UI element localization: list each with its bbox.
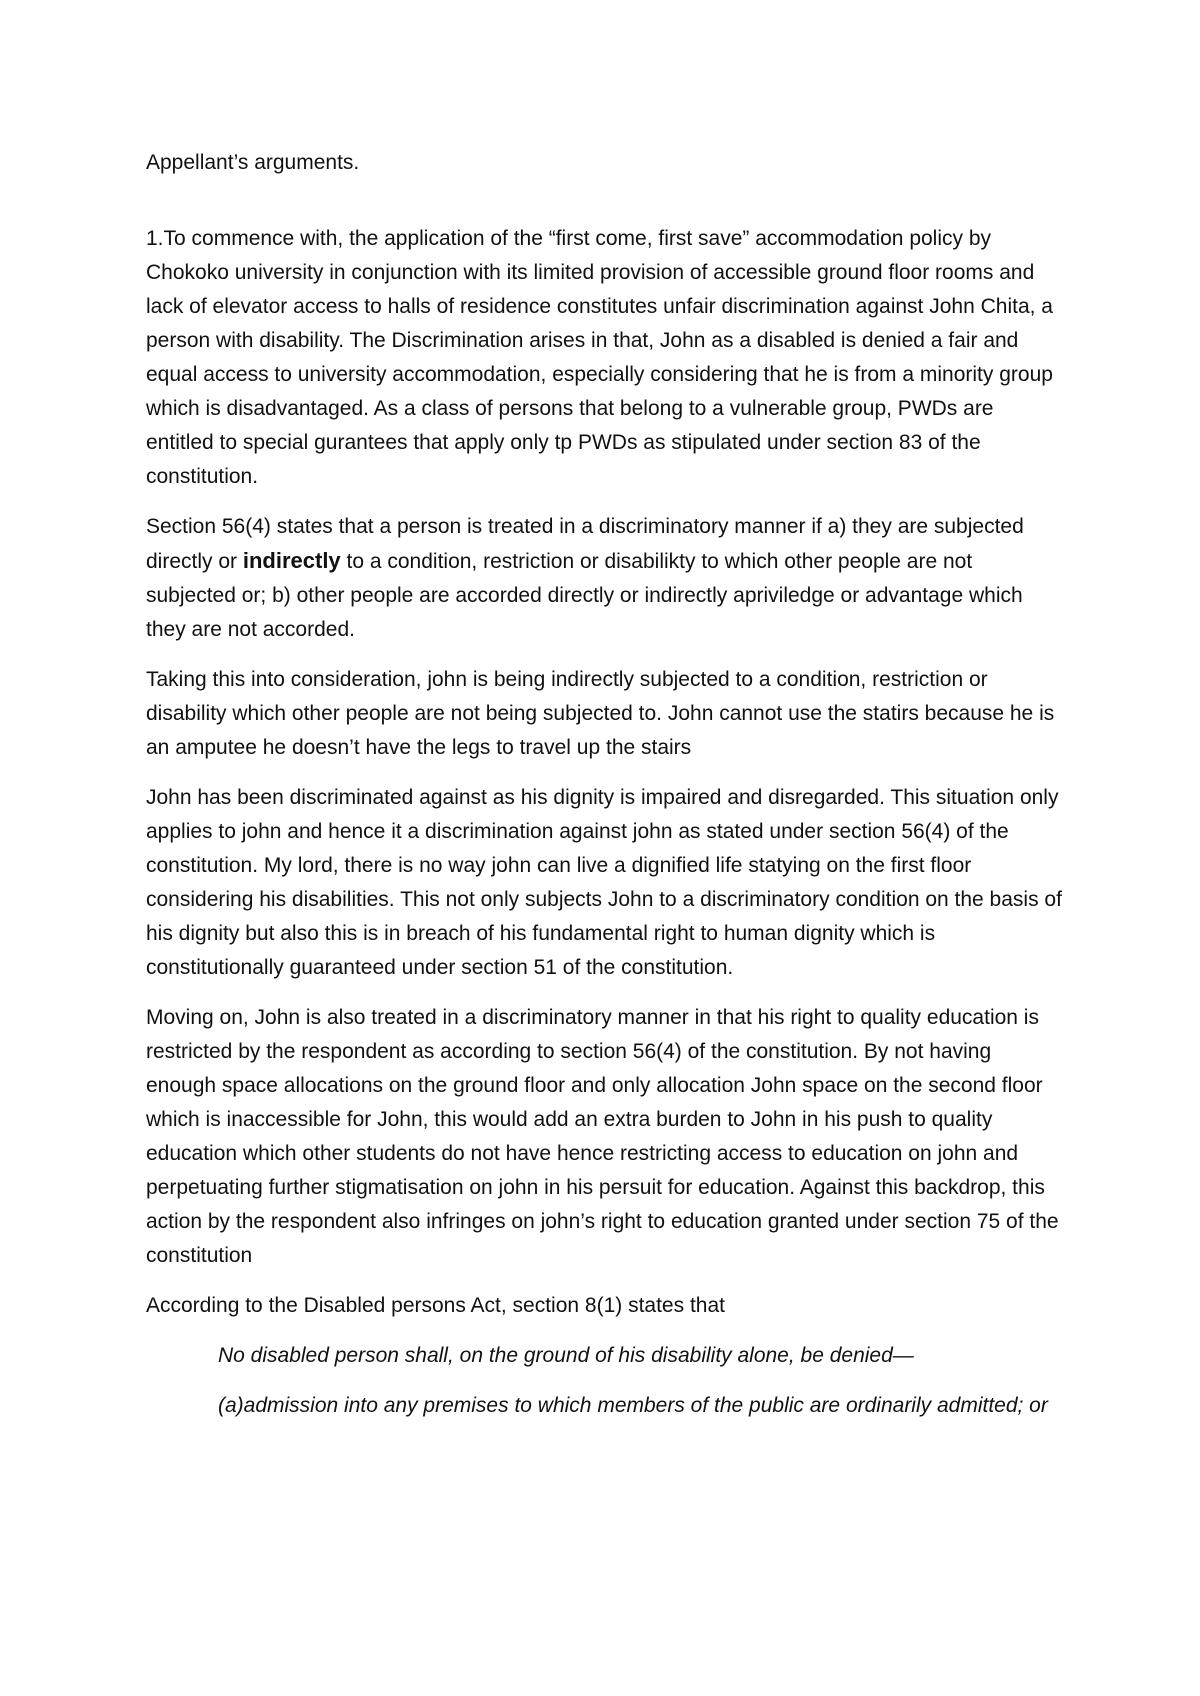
paragraph-text: to a condition, restriction or disabilikty to which other people are not subjected or; b) other people are accorded directly or indirectly apriviledge or advantage which they are not accorded. <box>146 550 1023 641</box>
paragraph-text: Section 56(4) states that a person is treated in a discriminatory manner if a) they are subjected directly or <box>146 515 1024 573</box>
paragraph-opening-argument: 1.To commence with, the application of the “first come, first save” accommodation policy by Chokoko university in conjunction with its limited provision of accessible ground floor rooms and lack of elevator access to halls of residence constitutes unfair discrimination against John Chita, a person with disability. The Discrimination arises in that, John as a disabled is denied a fair and equal access to university accommodation, especially considering that he is from a minority group which is disadvantaged. As a class of persons that belong to a vulnerable group, PWDs are entitled to special gurantees that apply only tp PWDs as stipulated under section 83 of the constitution. <box>146 227 1053 488</box>
document-heading: Appellant’s arguments. <box>146 151 360 174</box>
paragraph-dignity: John has been discriminated against as his dignity is impaired and disregarded. This situation only applies to john and hence it a discrimination against john as stated under section 56(4) of the constitution. My lord, there is no way john can live a dignified life statying on the first floor considering his disabilities. This not only subjects John to a discriminatory condition on the basis of his dignity but also this is in breach of his fundamental right to human dignity which is constitutionally guaranteed under section 51 of the constitution. <box>146 786 1062 979</box>
paragraph-disabled-persons-act: According to the Disabled persons Act, section 8(1) states that <box>146 1294 725 1317</box>
quote-line: (a)admission into any premises to which members of the public are ordinarily admitted; or <box>218 1394 1048 1417</box>
paragraph-education: Moving on, John is also treated in a discriminatory manner in that his right to quality education is restricted by the respondent as according to section 56(4) of the constitution. By not having enough space allocations on the ground floor and only allocation John space on the second floor which is inaccessible for John, this would add an extra burden to John in his push to quality education which other students do not have hence restricting access to education on john and perpetuating further stigmatisation on john in his persuit for education. Against this backdrop, this action by the respondent also infringes on john’s right to education granted under section 75 of the constitution <box>146 1006 1059 1267</box>
quote-line: No disabled person shall, on the ground of his disability alone, be denied— <box>218 1344 914 1367</box>
paragraph-section-56-4 <box>146 510 1066 647</box>
document-body <box>146 146 1066 1439</box>
paragraph-indirect-condition: Taking this into consideration, john is being indirectly subjected to a condition, restriction or disability which other people are not being subjected to. John cannot use the statirs because he is an amputee he doesn’t have the legs to travel up the stairs <box>146 668 1055 759</box>
emphasized-word: indirectly <box>242 548 341 573</box>
